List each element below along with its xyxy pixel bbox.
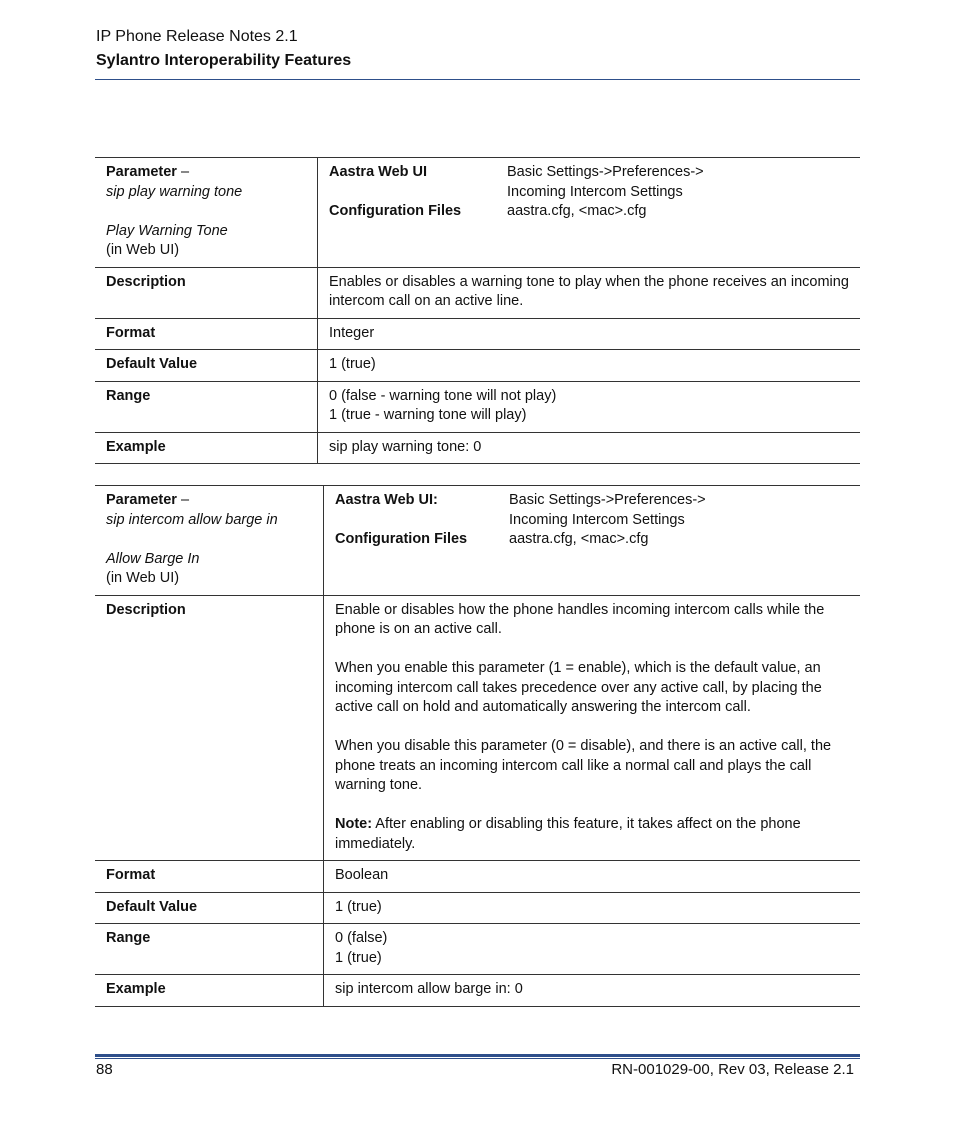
note-text: After enabling or disabling this feature, it takes affect on the phone immediately.: [335, 816, 801, 852]
range-label: Range: [95, 381, 318, 432]
range-value: [318, 381, 861, 432]
web-ui-note: (in Web UI): [106, 242, 180, 258]
footer-divider-thin: [95, 1058, 860, 1059]
range-line: 1 (true - warning tone will play): [329, 407, 527, 423]
parameter-label: Parameter: [106, 492, 177, 508]
description-paragraph: When you enable this parameter (1 = enable), which is the default value, an incoming intercom call takes precedence over any active call, by placing the active call on hold and automatically answering the intercom call.: [335, 660, 822, 715]
table-row: [95, 486, 860, 596]
header-divider: [95, 79, 860, 80]
default-value: 1 (true): [324, 892, 861, 924]
parameter-cell: Parameter – sip play warning tone Play Warning Tone (in Web UI): [95, 158, 318, 268]
config-files-label: Configuration Files: [335, 531, 468, 547]
config-files-value: aastra.cfg, <mac>.cfg: [509, 531, 649, 547]
example-label: Example: [95, 432, 318, 464]
range-label: Range: [95, 924, 324, 975]
web-ui-path-2: Incoming Intercom Settings: [509, 511, 685, 528]
example-label: Example: [95, 975, 324, 1007]
table-row: [95, 892, 860, 924]
table-row: [95, 318, 860, 350]
example-value: sip play warning tone: 0: [318, 432, 861, 464]
table-row: [95, 267, 860, 318]
table-row: [95, 861, 860, 893]
web-ui-note: (in Web UI): [106, 570, 180, 586]
range-line: 1 (true): [335, 949, 382, 966]
default-value-label: Default Value: [95, 350, 318, 382]
table-row: [95, 975, 860, 1007]
config-files-value: aastra.cfg, <mac>.cfg: [507, 203, 647, 219]
table-row: [95, 432, 860, 464]
web-ui-label: Aastra Web UI: [329, 164, 428, 180]
description-paragraph: When you disable this parameter (0 = disable), and there is an active call, the phone treats an incoming intercom call like a normal call and plays the call warning tone.: [335, 738, 832, 793]
description-paragraph: Enable or disables how the phone handles incoming intercom calls while the phone is on an active call.: [335, 601, 825, 637]
note-label: Note:: [335, 816, 373, 832]
table-row: [95, 595, 860, 861]
range-value: [324, 924, 861, 975]
section-title: Sylantro Interoperability Features: [96, 52, 352, 69]
parameter-table-allow-barge-in: [95, 485, 860, 1007]
page-number: 88: [96, 1061, 113, 1078]
parameter-cell: Parameter – sip intercom allow barge in Allow Barge In (in Web UI): [95, 486, 324, 596]
header-title: IP Phone Release Notes 2.1: [96, 28, 298, 45]
config-files-label: Configuration Files: [329, 203, 462, 219]
format-label: Format: [95, 861, 324, 893]
web-ui-path-1: Basic Settings->Preferences->: [507, 164, 704, 180]
parameter-table-play-warning-tone: [95, 157, 860, 464]
description-paragraph: Enables or disables a warning tone to play when the phone receives an incoming intercom call on an active line.: [329, 273, 849, 309]
default-value-label: Default Value: [95, 892, 324, 924]
table-row: [95, 381, 860, 432]
web-ui-path-1: Basic Settings->Preferences->: [509, 492, 706, 508]
parameter-label: Parameter: [106, 164, 177, 180]
location-cell: [324, 486, 861, 596]
default-value: 1 (true): [318, 350, 861, 382]
range-line: 0 (false - warning tone will not play): [329, 387, 557, 404]
range-line: 0 (false): [335, 930, 388, 946]
web-ui-path-2: Incoming Intercom Settings: [507, 183, 683, 200]
description-value: [324, 595, 861, 861]
table-row: [95, 924, 860, 975]
description-value: [318, 267, 861, 318]
location-cell: [318, 158, 861, 268]
parameter-name: sip play warning tone: [106, 183, 243, 200]
table-row: [95, 158, 860, 268]
web-ui-name: Allow Barge In: [106, 550, 200, 567]
format-label: Format: [95, 318, 318, 350]
example-value: sip intercom allow barge in: 0: [324, 975, 861, 1007]
web-ui-label: Aastra Web UI:: [335, 492, 438, 508]
parameter-name: sip intercom allow barge in: [106, 511, 278, 528]
document-id: RN-001029-00, Rev 03, Release 2.1: [611, 1061, 854, 1078]
description-note: [335, 815, 849, 854]
description-label: Description: [95, 267, 318, 318]
footer-divider: [95, 1054, 860, 1057]
web-ui-name: Play Warning Tone: [106, 222, 228, 239]
description-label: Description: [95, 595, 324, 861]
table-row: [95, 350, 860, 382]
format-value: Boolean: [324, 861, 861, 893]
format-value: Integer: [318, 318, 861, 350]
